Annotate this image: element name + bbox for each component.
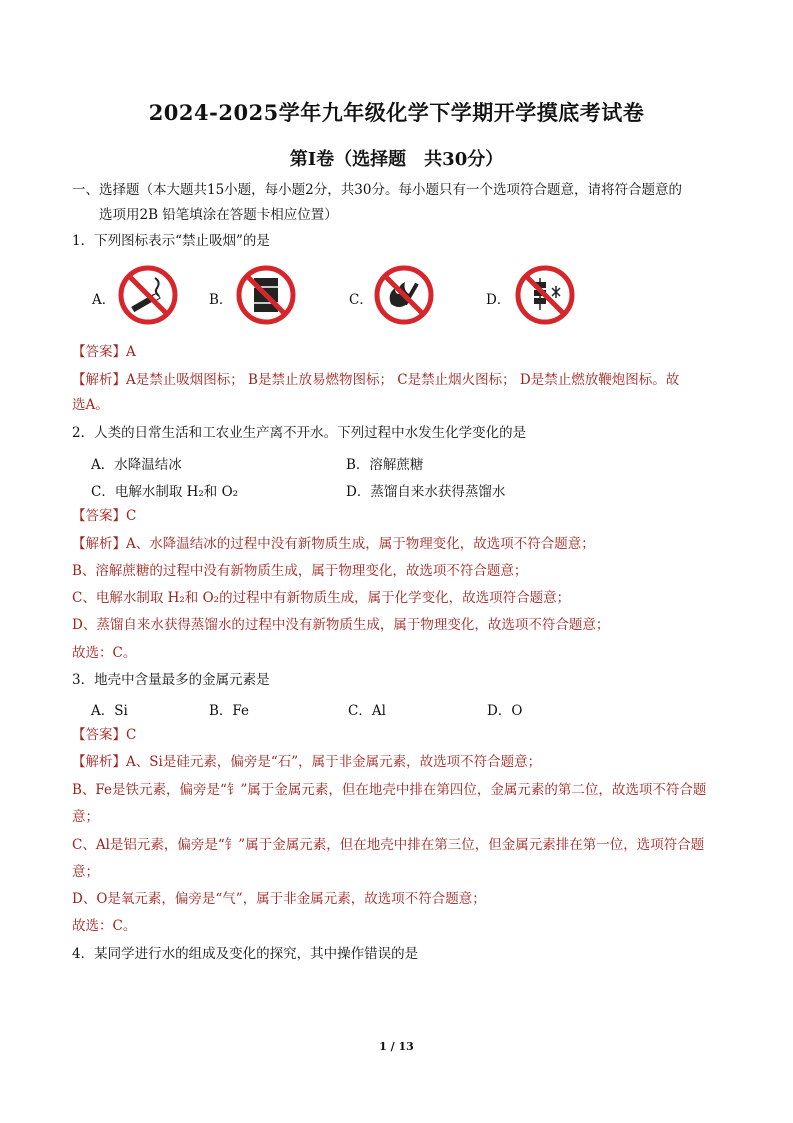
- no-flammable-materials-icon: [235, 264, 297, 326]
- no-fireworks-icon: [514, 264, 576, 326]
- q3-analysis-label: 【解析】: [72, 754, 126, 770]
- q1-analysis-label: 【解析】: [72, 372, 126, 388]
- q2-analysis-text1: A、水降温结冰的过程中没有新物质生成，属于物理变化，故选项不符合题意；: [126, 536, 595, 552]
- q2-option-b: B．溶解蔗糖: [346, 457, 424, 473]
- q2-option-a: A．水降温结冰: [91, 457, 182, 473]
- q2-analysis-line2: B、溶解蔗糖的过程中没有新物质生成，属于物理变化，故选项不符合题意；: [72, 563, 528, 579]
- q3-option-a: A．Si: [91, 703, 128, 719]
- q1-option-d-label: D．: [486, 292, 511, 308]
- q3-option-d: D．O: [487, 703, 523, 719]
- q2-option-c: C．电解水制取 H₂和 O₂: [91, 484, 239, 500]
- q2-option-d: D．蒸馏自来水获得蒸馏水: [346, 484, 506, 500]
- q3-analysis-line4: C、Al是铝元素，偏旁是“钅”属于金属元素，但在地壳中排在第三位，但金属元素排在第一位，选项符合题: [72, 837, 705, 853]
- q3-analysis-line6: D、O是氧元素，偏旁是“气”，属于非金属元素，故选项不符合题意；: [72, 891, 486, 907]
- q1-analysis-line2: 选A。: [72, 397, 109, 413]
- q2-analysis-line5: 故选：C。: [72, 645, 137, 661]
- q3-option-b: B．Fe: [209, 703, 250, 719]
- question-1-stem: 1．下列图标表示“禁止吸烟”的是: [72, 233, 270, 249]
- section-instructions-line1: 一、选择题（本大题共15小题，每小题2分，共30分。每小题只有一个选项符合题意，请将符合题意的: [72, 182, 682, 198]
- q3-answer: 【答案】C: [72, 727, 137, 743]
- q3-analysis-line5: 意；: [72, 864, 99, 880]
- q3-analysis-line7: 故选：C。: [72, 918, 137, 934]
- q3-analysis-text1: A、Si是硅元素，偏旁是“石”，属于非金属元素，故选项不符合题意；: [126, 754, 542, 770]
- question-4-stem: 4．某同学进行水的组成及变化的探究，其中操作错误的是: [72, 946, 419, 962]
- q3-option-c: C．Al: [348, 703, 386, 719]
- q2-analysis-line3: C、电解水制取 H₂和 O₂的过程中有新物质生成，属于化学变化，故选项符合题意；: [72, 590, 571, 606]
- q1-option-a-label: A．: [92, 292, 116, 308]
- no-smoking-icon: [117, 264, 179, 326]
- q2-analysis-label: 【解析】: [72, 536, 126, 552]
- q2-analysis-line1: [72, 535, 595, 553]
- page-number: 1 / 13: [379, 1040, 414, 1053]
- q2-answer: 【答案】C: [72, 508, 137, 524]
- question-3-stem: 3．地壳中含量最多的金属元素是: [72, 672, 270, 688]
- q1-option-c-label: C．: [349, 292, 373, 308]
- q1-answer: 【答案】A: [72, 344, 136, 360]
- q2-analysis-line4: D、蒸馏自来水获得蒸馏水的过程中没有新物质生成，属于物理变化，故选项不符合题意；: [72, 617, 610, 633]
- no-open-flames-icon: [373, 264, 435, 326]
- section-instructions-line2: 选项用2B 铅笔填涂在答题卡相应位置）: [99, 207, 338, 223]
- section-subtitle: 第Ⅰ卷（选择题 共30分）: [289, 149, 504, 170]
- page-title: 2024-2025学年九年级化学下学期开学摸底考试卷: [148, 100, 645, 125]
- q1-analysis-text1: A是禁止吸烟图标； B是禁止放易燃物图标； C是禁止烟火图标； D是禁止燃放鞭炮图标。故: [126, 372, 680, 388]
- q3-analysis-line3: 意；: [72, 809, 99, 825]
- question-2-stem: 2．人类的日常生活和工农业生产离不开水。下列过程中水发生化学变化的是: [72, 425, 527, 441]
- q1-analysis-line1: [72, 371, 679, 389]
- q3-analysis-line2: B、Fe是铁元素，偏旁是“钅”属于金属元素，但在地壳中排在第四位，金属元素的第二位，故选项不符合题: [72, 782, 707, 798]
- q3-analysis-line1: [72, 753, 541, 771]
- q1-option-b-label: B．: [209, 292, 233, 308]
